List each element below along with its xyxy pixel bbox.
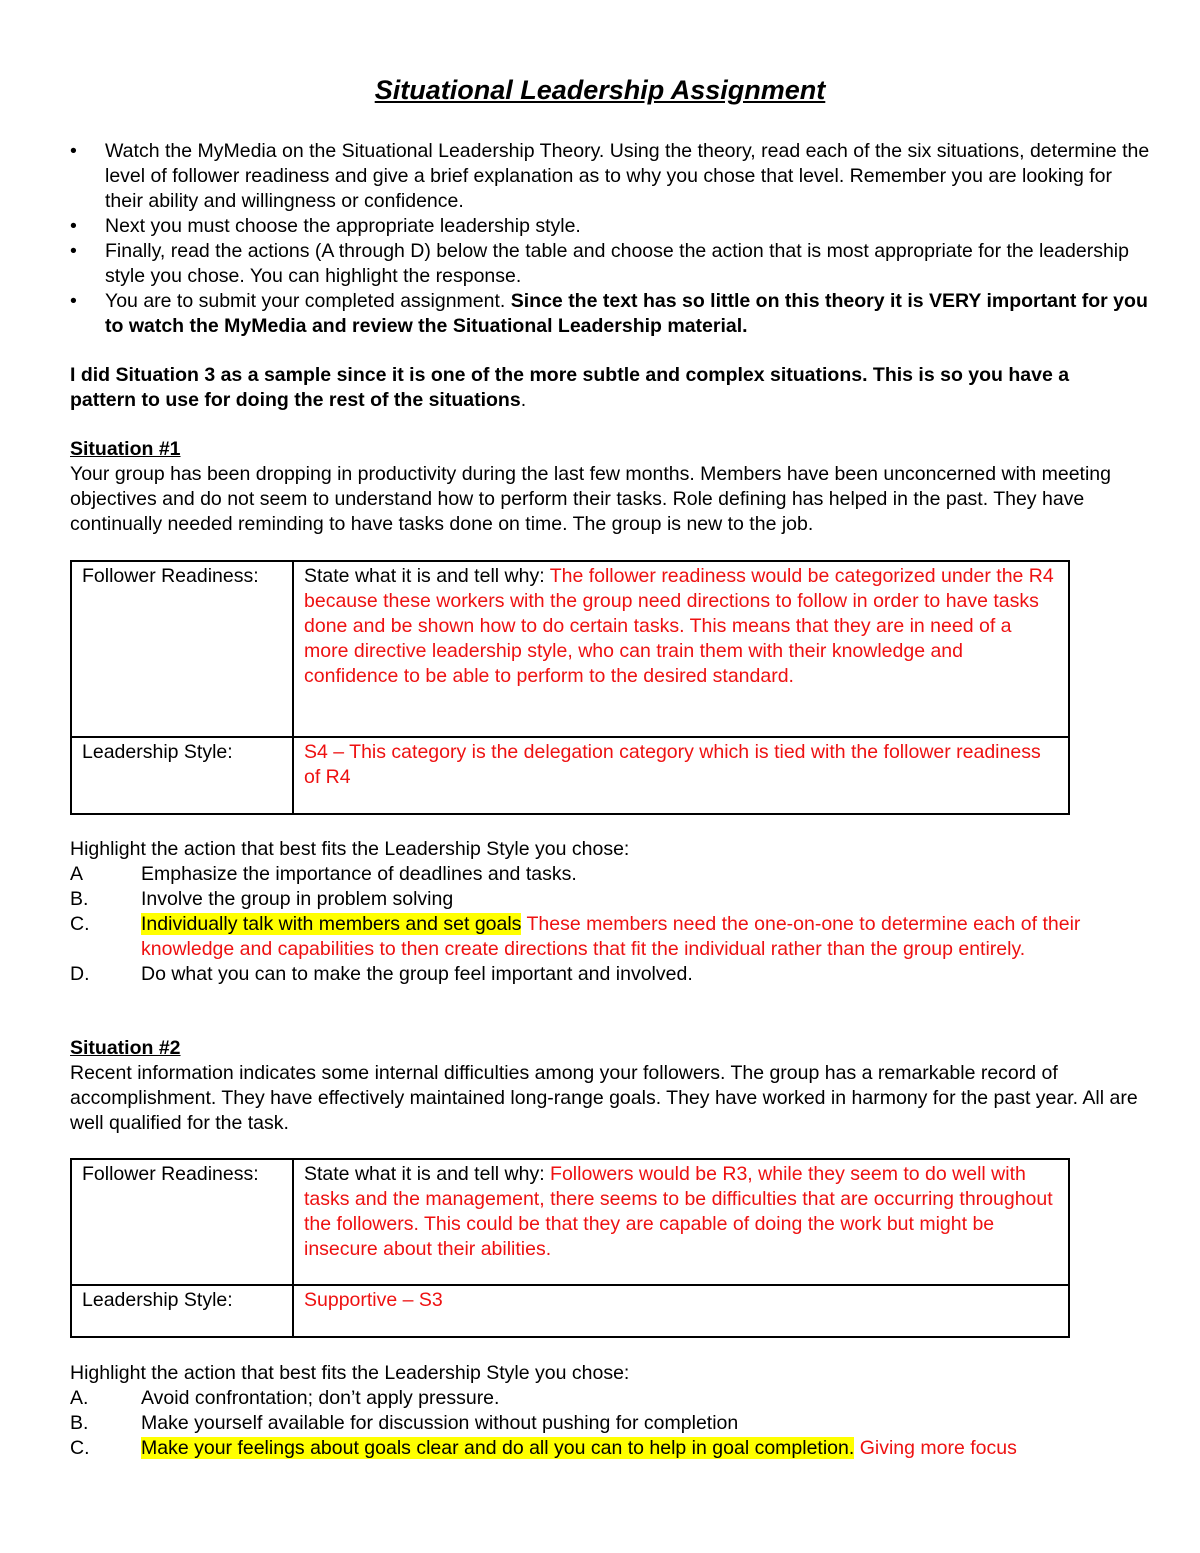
highlighted-answer: Make your feelings about goals clear and do all you can to help in goal completion. xyxy=(141,1437,855,1459)
follower-readiness-row xyxy=(71,1159,1069,1285)
instruction-item: • Finally, read the actions (A through D) below the table and choose the action that is most appropriate for the leadership style you chose. You can highlight the response. xyxy=(70,240,1129,287)
situation-2-actions xyxy=(70,1361,1140,1461)
situation-description: Your group has been dropping in productivity during the last few months. Members have been unconcerned with meeting objectives and do not seem to understand how to perform their tasks. Role defining has helped in the past. They have continually needed reminding to have tasks done on time. The group is new to the job. xyxy=(70,463,1111,535)
follower-readiness-answer[interactable]: State what it is and tell why: The follower readiness would be categorized under the R4 because these workers with the group need directions to follow in order to have tasks done and be shown how to do certain tasks. This means that they are in need of a more directive leadership style, who can train them with their knowledge and confidence to be able to perform to the desired standard. xyxy=(293,561,1069,737)
bullet-icon: • xyxy=(70,215,77,237)
situation-2 xyxy=(70,1036,1140,1136)
situation-2-response-table xyxy=(70,1158,1070,1338)
action-option-c[interactable]: C. Individually talk with members and set goals These members need the one-on-one to determine each of their knowledge and capabilities to then create directions that fit the individual rather than the group entirely. xyxy=(70,913,1081,960)
highlighted-answer: Individually talk with members and set goals xyxy=(141,913,522,935)
bullet-icon: • xyxy=(70,140,77,162)
action-option-b[interactable]: B. Make yourself available for discussion without pushing for completion xyxy=(70,1412,739,1434)
situation-1 xyxy=(70,437,1140,537)
situation-heading: Situation #1 xyxy=(70,438,181,460)
action-option-a[interactable]: A. Avoid confrontation; don’t apply pressure. xyxy=(70,1387,500,1409)
action-option-b[interactable]: B. Involve the group in problem solving xyxy=(70,888,454,910)
instruction-item: • You are to submit your completed assignment. Since the text has so little on this theory it is VERY important for you to watch the MyMedia and review the Situational Leadership material. xyxy=(70,290,1148,337)
action-option-a[interactable]: A Emphasize the importance of deadlines and tasks. xyxy=(70,863,577,885)
leadership-style-row xyxy=(71,737,1069,814)
answer-explanation: These members need the one-on-one to determine each of their knowledge and capabilities to then create directions that fit the individual rather than the group entirely. xyxy=(141,913,1081,960)
leadership-style-row xyxy=(71,1285,1069,1337)
follower-readiness-label: Follower Readiness: xyxy=(71,1159,293,1285)
situation-heading: Situation #2 xyxy=(70,1037,181,1059)
bullet-icon: • xyxy=(70,290,77,312)
follower-readiness-answer[interactable]: State what it is and tell why: Followers would be R3, while they seem to do well with tasks and the management, there seems to be difficulties that are occurring throughout the followers. This could be that they are capable of doing the work but might be insecure about their abilities. xyxy=(293,1159,1069,1285)
instruction-item: • Next you must choose the appropriate leadership style. xyxy=(70,215,581,237)
action-prompt: Highlight the action that best fits the Leadership Style you chose: xyxy=(70,838,630,860)
document-title: Situational Leadership Assignment xyxy=(374,75,826,105)
action-option-c[interactable]: C. Make your feelings about goals clear and do all you can to help in goal completion. Giving more focus xyxy=(70,1437,1017,1459)
action-prompt: Highlight the action that best fits the Leadership Style you chose: xyxy=(70,1362,630,1384)
bullet-icon: • xyxy=(70,240,77,262)
sample-note: I did Situation 3 as a sample since it is one of the more subtle and complex situations. This is so you have a pattern to use for doing the rest of the situations. xyxy=(70,364,1070,411)
leadership-style-answer[interactable]: S4 – This category is the delegation category which is tied with the follower readiness of R4 xyxy=(293,737,1069,814)
instruction-item: • Watch the MyMedia on the Situational Leadership Theory. Using the theory, read each of the six situations, determine the level of follower readiness and give a brief explanation as to why you chose that level. Remember you are looking for their ability and willingness or confidence. xyxy=(70,140,1150,212)
action-option-d[interactable]: D. Do what you can to make the group feel important and involved. xyxy=(70,963,693,985)
leadership-style-label: Leadership Style: xyxy=(71,737,293,814)
situation-description: Recent information indicates some internal difficulties among your followers. The group has a remarkable record of accomplishment. They have effectively maintained long-range goals. They have worked in harmony for the past year. All are well qualified for the task. xyxy=(70,1062,1138,1134)
answer-explanation: Giving more focus xyxy=(854,1437,1017,1459)
follower-readiness-label: Follower Readiness: xyxy=(71,561,293,737)
situation-1-actions xyxy=(70,837,1140,987)
situation-1-response-table xyxy=(70,560,1070,815)
leadership-style-label: Leadership Style: xyxy=(71,1285,293,1337)
instruction-list xyxy=(70,139,1150,339)
follower-readiness-row xyxy=(71,561,1069,737)
leadership-style-answer[interactable]: Supportive – S3 xyxy=(293,1285,1069,1337)
